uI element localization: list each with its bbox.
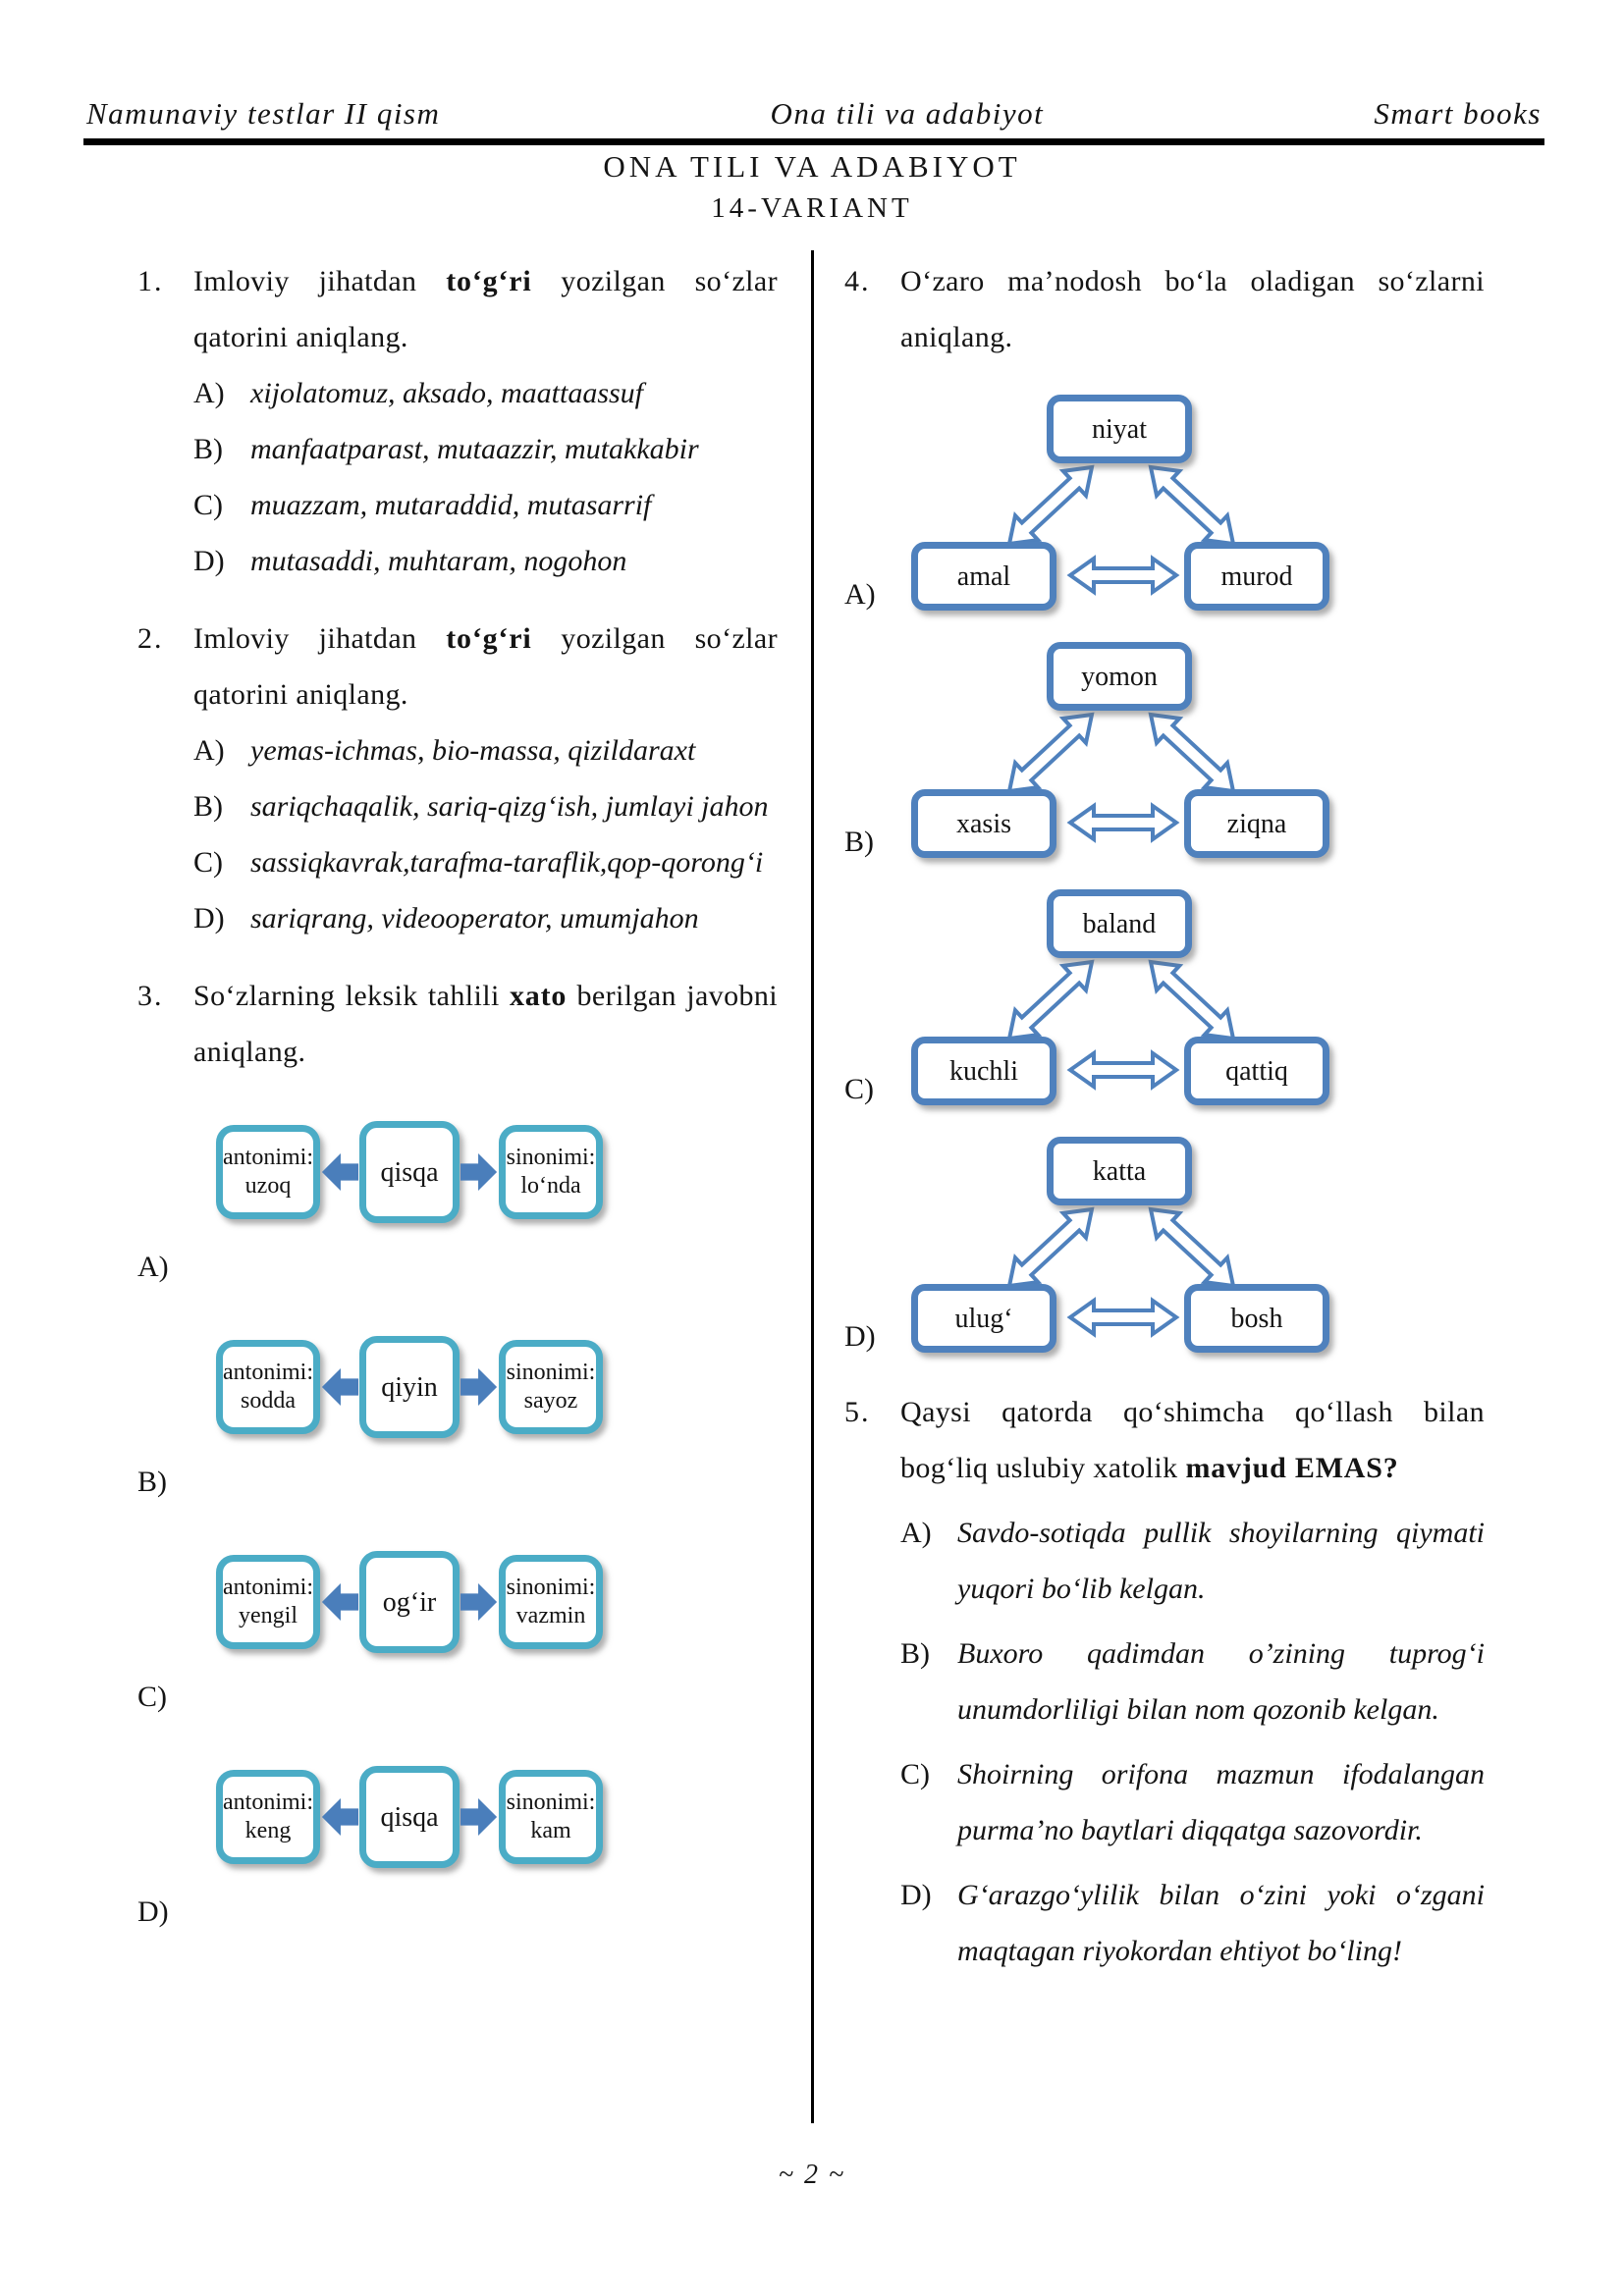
double-arrow-icon — [1009, 1209, 1092, 1286]
diagram-row — [216, 1766, 778, 1868]
antonym-box — [216, 1770, 320, 1864]
synonym-diagram-a — [137, 1121, 778, 1295]
synonym-box — [499, 1340, 603, 1434]
option-c — [193, 477, 778, 533]
option-text: muazzam, mutaraddid, mutasarrif — [250, 489, 652, 521]
question-number: 4. — [844, 265, 871, 297]
option-text: Shoirning orifona mazmun ifodalangan purma’no baytlari diqqatga sazovordir. — [957, 1758, 1485, 1846]
option-text: manfaatparast, mutaazzir, mutakkabir — [250, 433, 699, 465]
option-c — [193, 834, 778, 890]
option-a — [193, 365, 778, 421]
headword: qisqa — [380, 1156, 439, 1188]
option-b — [900, 1626, 1485, 1737]
synonym-diagram-c — [137, 1551, 778, 1725]
synonym-word: vazmin — [515, 1603, 586, 1629]
option-a — [193, 722, 778, 778]
question-stem — [900, 1384, 1485, 1496]
antonym-box — [216, 1125, 320, 1219]
synonym-box — [499, 1770, 603, 1864]
page-header — [86, 96, 1542, 132]
triangle-diagram-d — [844, 1137, 1485, 1355]
option-letter: C) — [900, 1758, 930, 1790]
option-letter: D) — [193, 902, 225, 934]
stem-bold-text: xato — [510, 980, 568, 1012]
stem-text: So‘zlarning leksik tahlili — [193, 980, 500, 1012]
page-title: ONA TILI VA ADABIYOT — [603, 149, 1021, 184]
triangle-diagram-a — [844, 395, 1485, 613]
option-d — [193, 890, 778, 946]
synonym-caption: sinonimi: — [506, 1789, 596, 1815]
stem-text: berilgan javobni aniqlang. — [193, 980, 778, 1068]
header-center: Ona tili va adabiyot — [770, 96, 1045, 131]
option-letter: C) — [193, 489, 223, 521]
antonym-box — [216, 1555, 320, 1649]
option-letter: C) — [193, 846, 223, 879]
stem-text: Imloviy jihatdan — [193, 622, 417, 655]
right-word-box: murod — [1184, 542, 1329, 611]
word-box — [359, 1551, 460, 1653]
option-a — [900, 1505, 1485, 1617]
antonym-word: sodda — [241, 1388, 296, 1414]
double-arrow-icon — [1070, 1053, 1176, 1087]
question-stem: O‘zaro ma’nodosh bo‘la oladigan so‘zlarni aniqlang. — [900, 265, 1485, 353]
option-text: G‘arazgo‘ylilik bilan o‘zini yoki o‘zgani maqtagan riyokordan ehtiyot bo‘ling! — [957, 1879, 1485, 1967]
antonym-word: keng — [244, 1818, 292, 1843]
double-arrow-icon — [1151, 1209, 1233, 1286]
left-arrow-icon — [320, 1574, 359, 1630]
double-arrow-icon — [1070, 1301, 1176, 1334]
double-arrow-icon — [1009, 467, 1092, 544]
antonym-box — [216, 1340, 320, 1434]
diagram-row — [216, 1336, 778, 1438]
double-arrow-icon — [1009, 715, 1092, 791]
option-letter: A) — [193, 377, 225, 409]
header-left: Namunaviy testlar II qism — [86, 96, 441, 131]
option-text: sariqchaqalik, sariq-qizg‘ish, jumlayi jahon — [250, 790, 769, 823]
question-stem — [193, 968, 778, 1080]
synonym-caption: sinonimi: — [506, 1145, 596, 1170]
option-letter: A) — [900, 1517, 932, 1549]
option-letter: D) — [193, 545, 225, 577]
double-arrow-icon — [1009, 962, 1092, 1039]
diagram-label: D) — [844, 1320, 876, 1353]
option-text: Buxoro qadimdan o’zining tuprog‘i unumdorliligi bilan nom qozonib kelgan. — [957, 1637, 1485, 1726]
antonym-caption: antonimi: — [223, 1789, 313, 1815]
headword: qisqa — [380, 1801, 439, 1833]
left-word-box: amal — [911, 542, 1056, 611]
option-c — [900, 1746, 1485, 1858]
word-box — [359, 1121, 460, 1223]
option-text: Savdo-sotiqda pullik shoyilarning qiymati yuqori bo‘lib kelgan. — [957, 1517, 1485, 1605]
stem-text: yozilgan so‘zlar qatorini aniqlang. — [193, 265, 779, 353]
diagram-label: B) — [137, 1466, 167, 1498]
question-5 — [844, 1384, 1485, 1979]
left-arrow-icon — [320, 1789, 359, 1845]
question-1 — [137, 253, 778, 589]
page-number: ~ 2 ~ — [778, 2160, 846, 2190]
diagram-label: D) — [137, 1896, 169, 1928]
synonym-caption: sinonimi: — [506, 1575, 596, 1600]
headword: og‘ir — [382, 1586, 437, 1618]
synonym-word: sayoz — [523, 1388, 578, 1414]
option-letter: D) — [900, 1879, 932, 1911]
antonym-caption: antonimi: — [223, 1145, 313, 1170]
synonym-word: lo‘nda — [520, 1173, 581, 1199]
option-b — [193, 778, 778, 834]
left-word-box: ulug‘ — [911, 1284, 1056, 1353]
right-column — [844, 253, 1485, 1979]
diagram-label: A) — [844, 578, 876, 611]
double-arrow-icon — [1070, 806, 1176, 839]
top-word-box: katta — [1047, 1137, 1192, 1205]
diagram-row — [216, 1551, 778, 1653]
stem-text: Qaysi qatorda qo‘shimcha qo‘llash bilan bog‘liq uslubiy xatolik — [900, 1396, 1485, 1484]
header-right: Smart books — [1374, 96, 1542, 131]
diagram-label: C) — [137, 1681, 167, 1713]
word-box — [359, 1766, 460, 1868]
option-text: sassiqkavrak,tarafma-taraflik,qop-qorong‘i — [250, 846, 764, 879]
antonym-caption: antonimi: — [223, 1360, 313, 1385]
option-d — [193, 533, 778, 589]
question-3 — [137, 968, 778, 1080]
option-text: mutasaddi, muhtaram, nogohon — [250, 545, 627, 577]
synonym-diagram-d — [137, 1766, 778, 1940]
stem-bold-text: mavjud EMAS? — [1185, 1452, 1399, 1484]
right-arrow-icon — [460, 1574, 499, 1630]
right-arrow-icon — [460, 1359, 499, 1415]
double-arrow-icon — [1151, 467, 1233, 544]
triangle-diagram-c — [844, 889, 1485, 1107]
diagram-row — [216, 1121, 778, 1223]
right-word-box: qattiq — [1184, 1037, 1329, 1105]
question-number: 3. — [137, 980, 164, 1012]
option-text: yemas-ichmas, bio-massa, qizildaraxt — [250, 734, 696, 767]
question-4 — [844, 253, 1485, 365]
triangle-diagram-b — [844, 642, 1485, 860]
headword: qiyin — [381, 1371, 438, 1403]
question-number: 5. — [844, 1396, 871, 1428]
left-word-box: xasis — [911, 789, 1056, 858]
synonym-caption: sinonimi: — [506, 1360, 596, 1385]
double-arrow-icon — [1151, 715, 1233, 791]
top-word-box: niyat — [1047, 395, 1192, 463]
synonym-word: kam — [530, 1818, 571, 1843]
left-arrow-icon — [320, 1144, 359, 1201]
antonym-word: uzoq — [244, 1173, 292, 1199]
word-box — [359, 1336, 460, 1438]
top-word-box: yomon — [1047, 642, 1192, 711]
option-letter: B) — [900, 1637, 930, 1670]
stem-bold-text: to‘g‘ri — [446, 265, 532, 297]
option-b — [193, 421, 778, 477]
top-word-box: baland — [1047, 889, 1192, 958]
right-word-box: ziqna — [1184, 789, 1329, 858]
double-arrow-icon — [1070, 559, 1176, 592]
variant-subtitle: 14-VARIANT — [711, 192, 913, 224]
option-text: sariqrang, videooperator, umumjahon — [250, 902, 699, 934]
header-rule — [83, 138, 1544, 145]
right-arrow-icon — [460, 1144, 499, 1201]
question-number: 1. — [137, 265, 164, 297]
synonym-box — [499, 1125, 603, 1219]
right-word-box: bosh — [1184, 1284, 1329, 1353]
question-number: 2. — [137, 622, 164, 655]
left-arrow-icon — [320, 1359, 359, 1415]
option-text: xijolatomuz, aksado, maattaassuf — [250, 377, 644, 409]
question-stem — [193, 611, 778, 722]
option-letter: B) — [193, 433, 223, 465]
double-arrow-icon — [1151, 962, 1233, 1039]
synonym-diagram-b — [137, 1336, 778, 1510]
antonym-caption: antonimi: — [223, 1575, 313, 1600]
left-column — [137, 253, 778, 1940]
diagram-label: C) — [844, 1073, 874, 1105]
diagram-label: A) — [137, 1251, 169, 1283]
column-divider — [811, 250, 814, 2123]
synonym-box — [499, 1555, 603, 1649]
stem-bold-text: to‘g‘ri — [446, 622, 532, 655]
question-stem — [193, 253, 778, 365]
option-letter: B) — [193, 790, 223, 823]
question-2 — [137, 611, 778, 946]
right-arrow-icon — [460, 1789, 499, 1845]
option-letter: A) — [193, 734, 225, 767]
stem-text: Imloviy jihatdan — [193, 265, 417, 297]
left-word-box: kuchli — [911, 1037, 1056, 1105]
antonym-word: yengil — [239, 1603, 298, 1629]
option-d — [900, 1867, 1485, 1979]
diagram-label: B) — [844, 826, 874, 858]
stem-text: yozilgan so‘zlar qatorini aniqlang. — [193, 622, 779, 711]
